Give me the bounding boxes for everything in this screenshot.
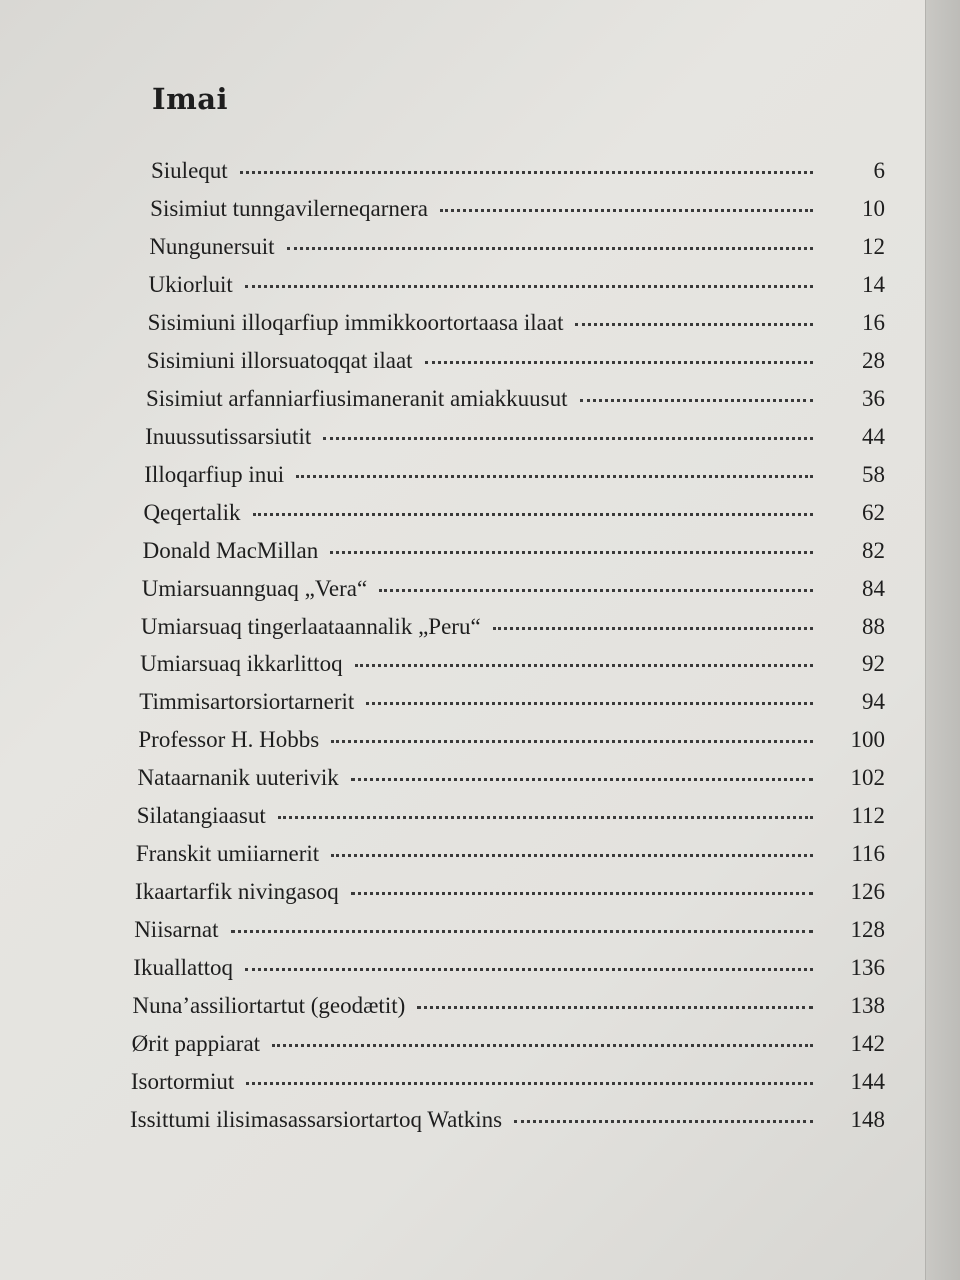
toc-entry-title: Silatangiaasut	[136, 803, 266, 829]
page-title: Imai	[152, 82, 229, 116]
dot-leader	[330, 550, 813, 554]
dot-leader	[278, 815, 813, 819]
toc-entry	[134, 917, 885, 947]
toc-entry-page-number: 16	[861, 309, 885, 335]
toc-entry-title: Qeqertalik	[143, 499, 241, 525]
toc-entry-title: Illoqarfiup inui	[144, 461, 285, 487]
dot-leader	[272, 1043, 813, 1047]
toc-entry-page-number: 112	[851, 803, 885, 829]
toc-entry-page-number: 94	[861, 689, 885, 715]
dot-leader	[245, 967, 813, 971]
toc-entry	[131, 1069, 885, 1099]
toc-entry-page-number: 84	[861, 575, 885, 601]
dot-leader	[253, 512, 813, 516]
toc-entry-page-number: 88	[861, 613, 885, 639]
toc-entry-page-number: 28	[861, 347, 885, 373]
dot-leader	[296, 474, 813, 478]
toc-entry	[148, 310, 885, 340]
toc-entry-title: Donald MacMillan	[142, 537, 319, 563]
toc-entry	[133, 955, 885, 985]
toc-entry-page-number: 126	[850, 879, 885, 905]
toc-entry	[137, 803, 885, 833]
dot-leader	[245, 284, 813, 288]
toc-entry	[147, 348, 885, 378]
toc-entry	[143, 538, 885, 568]
toc-entry-page-number: 138	[850, 993, 885, 1019]
toc-entry-title: Umiarsuannguaq „Vera“	[141, 575, 368, 601]
toc-entry	[135, 879, 885, 909]
toc-entry	[150, 196, 885, 226]
toc-entry-title: Professor H. Hobbs	[138, 727, 320, 753]
toc-entry	[141, 614, 885, 644]
toc-entry-title: Franskit umiiarnerit	[135, 841, 320, 867]
toc-entry	[132, 1031, 885, 1061]
toc-entry	[138, 765, 885, 795]
toc-entry	[146, 386, 885, 416]
toc-entry-title: Issittumi ilisimasassarsiortartoq Watkins	[130, 1107, 503, 1132]
dot-leader	[440, 208, 813, 212]
toc-entry-page-number: 44	[861, 423, 885, 449]
dot-leader	[355, 663, 813, 667]
toc-entry-title: Inuussutissarsiutit	[145, 423, 312, 449]
toc-entry	[140, 651, 885, 681]
dot-leader	[323, 436, 813, 440]
dot-leader	[331, 739, 813, 743]
toc-entry-title: Sisimiut arfanniarfiusimaneranit amiakkuusut	[145, 385, 568, 411]
toc-entry-page-number: 10	[861, 195, 885, 221]
toc-entry	[148, 272, 885, 302]
toc-entry-title: Ørit pappiarat	[131, 1031, 261, 1057]
toc-entry-title: Sisimiuni illorsuatoqqat ilaat	[146, 347, 413, 373]
toc-entry-title: Nataarnanik uuterivik	[137, 765, 339, 791]
toc-entry-page-number: 12	[861, 233, 885, 259]
dot-leader	[240, 170, 813, 174]
toc-entry-title: Ikuallattoq	[133, 955, 233, 981]
toc-entry-title: Sisimiut tunngavilerneqarnera	[150, 195, 428, 221]
dot-leader	[493, 626, 813, 630]
dot-leader	[379, 588, 813, 592]
toc-entry-page-number: 36	[861, 385, 885, 411]
toc-entry	[130, 1107, 885, 1137]
toc-entry-page-number: 100	[850, 727, 885, 753]
toc-entry-page-number: 136	[850, 955, 885, 981]
toc-entry-title: Nungunersuit	[149, 233, 275, 259]
toc-entry-page-number: 62	[861, 499, 885, 525]
dot-leader	[231, 929, 813, 933]
toc-entry-title: Timmisartorsiortarnerit	[139, 689, 355, 715]
toc-entry-title: Siulequt	[151, 158, 228, 183]
dot-leader	[351, 891, 813, 895]
toc-entry-page-number: 142	[850, 1031, 885, 1057]
toc-entry-page-number: 116	[851, 841, 885, 867]
toc-entry-title: Umiarsuaq ikkarlittoq	[140, 651, 343, 677]
dot-leader	[514, 1119, 813, 1123]
dot-leader	[246, 1081, 813, 1085]
toc-entry	[143, 500, 885, 530]
dot-leader	[331, 853, 813, 857]
toc-entry	[144, 462, 885, 492]
toc-entry	[149, 234, 885, 264]
toc-entry-page-number: 144	[850, 1069, 885, 1095]
dot-leader	[417, 1005, 813, 1009]
dot-leader	[575, 322, 813, 326]
toc-entry	[138, 727, 885, 757]
toc-entry-page-number: 148	[850, 1107, 885, 1132]
toc-entry	[142, 576, 885, 606]
toc-entry-title: Nuna’assiliortartut (geodætit)	[132, 993, 406, 1019]
dot-leader	[580, 398, 813, 402]
toc-entry-title: Niisarnat	[134, 917, 219, 943]
toc-entry-page-number: 6	[873, 158, 885, 183]
toc-entry-title: Isortormiut	[130, 1069, 235, 1095]
toc-entry-title: Umiarsuaq tingerlaataannalik „Peru“	[140, 613, 481, 639]
toc-entry-page-number: 128	[850, 917, 885, 943]
toc-entry-page-number: 92	[861, 651, 885, 677]
dot-leader	[287, 246, 813, 250]
toc-entry-title: Sisimiuni illoqarfiup immikkoortortaasa ilaat	[147, 309, 564, 335]
toc-entry-title: Ukiorluit	[148, 271, 233, 297]
toc-entry-page-number: 82	[861, 537, 885, 563]
dot-leader	[425, 360, 813, 364]
toc-entry	[139, 689, 885, 719]
toc-entry	[133, 993, 885, 1023]
toc-entry-page-number: 14	[861, 271, 885, 297]
toc-entry	[136, 841, 885, 871]
toc-entry	[151, 158, 885, 188]
toc-entry-page-number: 102	[850, 765, 885, 791]
toc-entry-title: Ikaartarfik nivingasoq	[135, 879, 339, 905]
toc-entry	[145, 424, 885, 454]
toc-entry-page-number: 58	[861, 461, 885, 487]
dot-leader	[351, 777, 813, 781]
dot-leader	[366, 701, 813, 705]
